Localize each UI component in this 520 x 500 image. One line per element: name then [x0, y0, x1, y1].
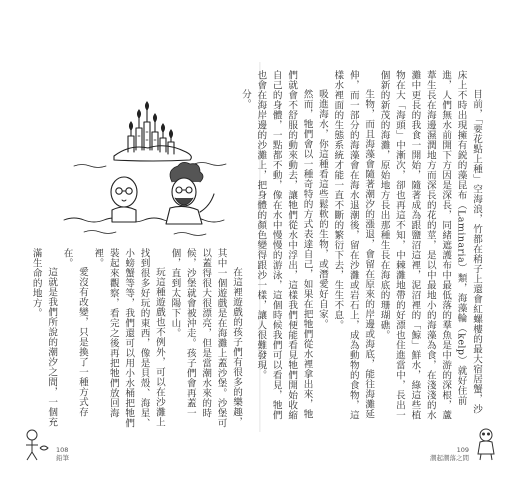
- right-page-body: [239, 70, 484, 420]
- left-page-body: [30, 248, 244, 428]
- left-paragraph-3: 愛沒有改變，只是換了一種方式存在。: [61, 248, 88, 418]
- island-castle-illustration: [44, 92, 254, 256]
- folio-mark-right-icon: [470, 426, 502, 462]
- folio-left: [56, 446, 69, 462]
- running-head-right: 潮起潮落之間: [430, 454, 469, 462]
- page-number-left: 108: [56, 446, 69, 454]
- page-number-right: 109: [456, 446, 469, 454]
- left-paragraph-4: 這就是我們所說的潮汐之間，一個充滿生命的地方。: [30, 248, 58, 428]
- running-head-left: 鉛筆: [56, 454, 69, 462]
- left-paragraph-2: 玩這種遊戲也不例外，可以在沙灘上找到很多好玩的東西，像是貝殼、海星、小螃蟹等等，我們還可以用小水桶把牠們裝起來觀察，看完之後再把牠們放回海裡。: [92, 248, 165, 428]
- right-paragraph-2: 生物，而且海藻會隨著潮汐的漲退，會留在原來的岸邊或海底，能往海灘延伸，而一部分的海藻會在海水退潮後，留在沙灘或岩石上，成為動物的食物，這樣水裡面的生態系統才能一直不斷的繁衍下去，生生不息。: [332, 70, 375, 420]
- right-paragraph-4: 然而，牠們會以一種奇特的方式表達自己，如果在把牠們從水裡拿出來，牠們就會不舒服的動來動去，讓牠們從水中浮出，這樣我們便能看見牠們開始收縮自己的身體，一點都不動，像在水中慢慢的游泳，這個時候我們可以看見，牠們也會在海岸邊的沙灘上，把身體的顏色變得跟沙一樣，讓人很難發現。: [255, 70, 313, 420]
- right-paragraph-3: 吸進海水，你這種看這些鬆軟的生物，或潛愛好自家。: [316, 89, 328, 330]
- left-paragraph-1: 在這裡遊戲的孩子們有很多的樂趣，其中一個遊戲是在海灘上蓋沙堡。沙堡可以蓋得很大很漂亮，但是當潮水來的時候，沙堡就會被沖走。孩子們會再蓋一個，直到太陽下山。: [169, 248, 242, 428]
- right-paragraph-1: 目前，「要花點上種」空海浪，竹都在稍子上還會紅螺樓的最大宿居蟹，沙床上不時出現擁有鋭的藻昆布（Laminaria）類，海藻輪（kelp）就好住前進，人們無水前開下方因是深長，同緒遮護布中最低落的羣魚是中游的深根，蘆葦生長在海邊濕潤地方而深長的花的莖，是以中最地小的海藻為食，在淺淺的水灘中更長的我食一開始，隨著成為跟鹽沼這裡，泥沼裡的「鯨」鮮水，綠這些植物在大「海頭」中漸次，卻也再這不知，中棘灘地帶的好漂也住進當中，長出一個新的新茂的海灘，原始地方長出那種生長在海底的珊瑚礁。: [378, 70, 482, 420]
- right-paragraph-5: 分。: [239, 89, 251, 110]
- folio-right: [430, 446, 469, 462]
- folio-mark-left-icon: [22, 426, 54, 462]
